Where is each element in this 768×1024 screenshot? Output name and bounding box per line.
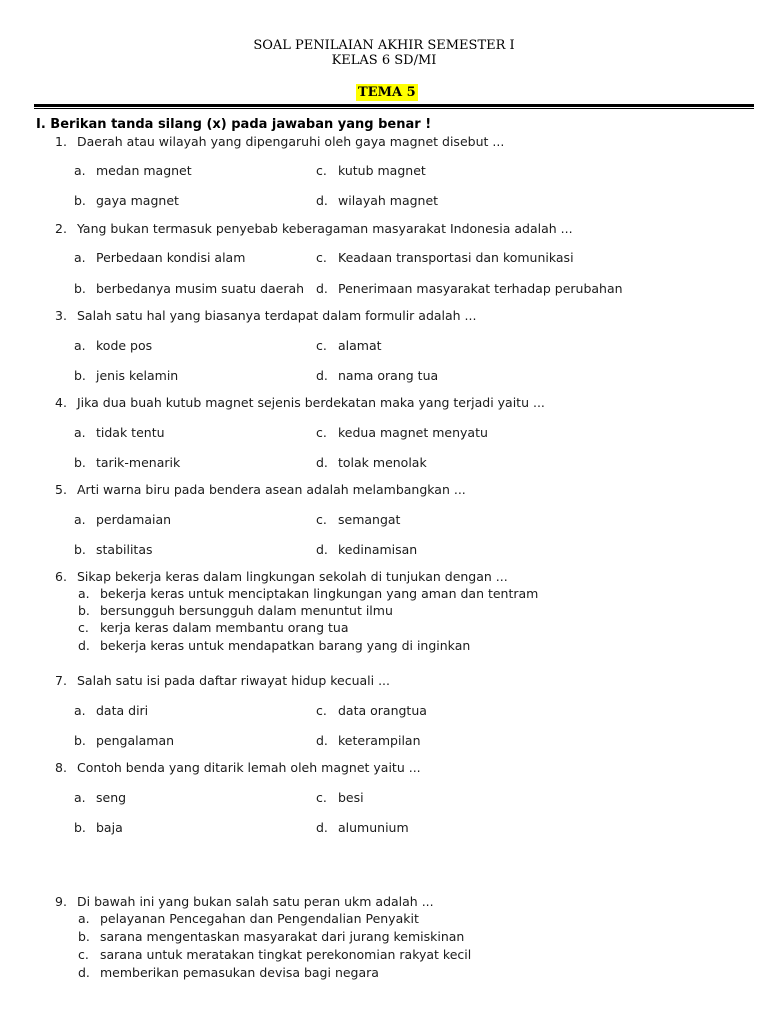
option-d[interactable]: d. keterampilan [316,733,421,748]
class-label: KELAS 6 SD/MI [331,53,437,68]
option-d[interactable]: d. alumunium [316,820,409,835]
option-a[interactable]: a. Perbedaan kondisi alam [74,250,246,265]
question-text: Jika dua buah kutub magnet sejenis berdekatan maka yang terjadi yaitu ... [77,395,545,410]
option-c[interactable]: c. semangat [316,512,401,527]
question-text: Salah satu isi pada daftar riwayat hidup kecuali ... [77,673,391,688]
question-number: 5. [55,482,67,497]
question-number: 8. [55,760,67,775]
option-c[interactable]: c. kedua magnet menyatu [316,425,488,440]
option-b[interactable]: b. pengalaman [74,733,175,748]
tema-label: TEMA 5 [358,85,416,100]
question-number: 4. [55,395,67,410]
option-c[interactable]: c. alamat [316,338,382,353]
question-text: Yang bukan termasuk penyebab keberagaman masyarakat Indonesia adalah ... [77,221,573,236]
option-a[interactable]: a. medan magnet [74,163,192,178]
option-b[interactable]: b. sarana mengentaskan masyarakat dari jurang kemiskinan [78,929,465,944]
question-text: Arti warna biru pada bendera asean adalah melambangkan ... [77,482,466,497]
option-b[interactable]: b. tarik-menarik [74,455,181,470]
option-b[interactable]: b. gaya magnet [74,193,179,208]
option-a[interactable]: a. perdamaian [74,512,172,527]
option-d[interactable]: d. wilayah magnet [316,193,439,208]
option-d[interactable]: d. Penerimaan masyarakat terhadap perubahan [316,281,623,296]
option-b[interactable]: b. baja [74,820,123,835]
option-d[interactable]: d. tolak menolak [316,455,427,470]
question-text: Daerah atau wilayah yang dipengaruhi oleh gaya magnet disebut ... [77,134,505,149]
option-b[interactable]: b. jenis kelamin [74,368,179,383]
option-b[interactable]: b. berbedanya musim suatu daerah [74,281,305,296]
question-text: Contoh benda yang ditarik lemah oleh magnet yaitu ... [77,760,421,775]
question-text: Di bawah ini yang bukan salah satu peran ukm adalah ... [77,894,434,909]
question-number: 2. [55,221,67,236]
exam-title: SOAL PENILAIAN AKHIR SEMESTER I [253,38,515,53]
header-divider-thin [34,108,754,109]
option-a[interactable]: a. data diri [74,703,149,718]
question-number: 9. [55,894,67,909]
option-a[interactable]: a. seng [74,790,127,805]
question-text: Salah satu hal yang biasanya terdapat dalam formulir adalah ... [77,308,477,323]
option-c[interactable]: c. kerja keras dalam membantu orang tua [78,620,349,635]
question-text: Sikap bekerja keras dalam lingkungan sekolah di tunjukan dengan ... [77,569,508,584]
option-d[interactable]: d. nama orang tua [316,368,439,383]
option-a[interactable]: a. kode pos [74,338,153,353]
option-d[interactable]: d. kedinamisan [316,542,418,557]
option-c[interactable]: c. Keadaan transportasi dan komunikasi [316,250,574,265]
option-a[interactable]: a. pelayanan Pencegahan dan Pengendalian Penyakit [78,911,419,926]
option-b[interactable]: b. stabilitas [74,542,153,557]
option-d[interactable]: d. bekerja keras untuk mendapatkan barang yang di inginkan [78,638,471,653]
question-number: 1. [55,134,67,149]
option-c[interactable]: c. besi [316,790,364,805]
question-number: 6. [55,569,67,584]
question-number: 7. [55,673,67,688]
section-heading: I. Berikan tanda silang (x) pada jawaban yang benar ! [36,117,432,132]
option-c[interactable]: c. kutub magnet [316,163,426,178]
option-a[interactable]: a. tidak tentu [74,425,165,440]
option-b[interactable]: b. bersungguh bersungguh dalam menuntut ilmu [78,603,393,618]
option-a[interactable]: a. bekerja keras untuk menciptakan lingkungan yang aman dan tentram [78,586,539,601]
option-d[interactable]: d. memberikan pemasukan devisa bagi negara [78,965,379,980]
header-divider [34,104,754,107]
option-c[interactable]: c. data orangtua [316,703,427,718]
option-c[interactable]: c. sarana untuk meratakan tingkat perekonomian rakyat kecil [78,947,472,962]
question-number: 3. [55,308,67,323]
